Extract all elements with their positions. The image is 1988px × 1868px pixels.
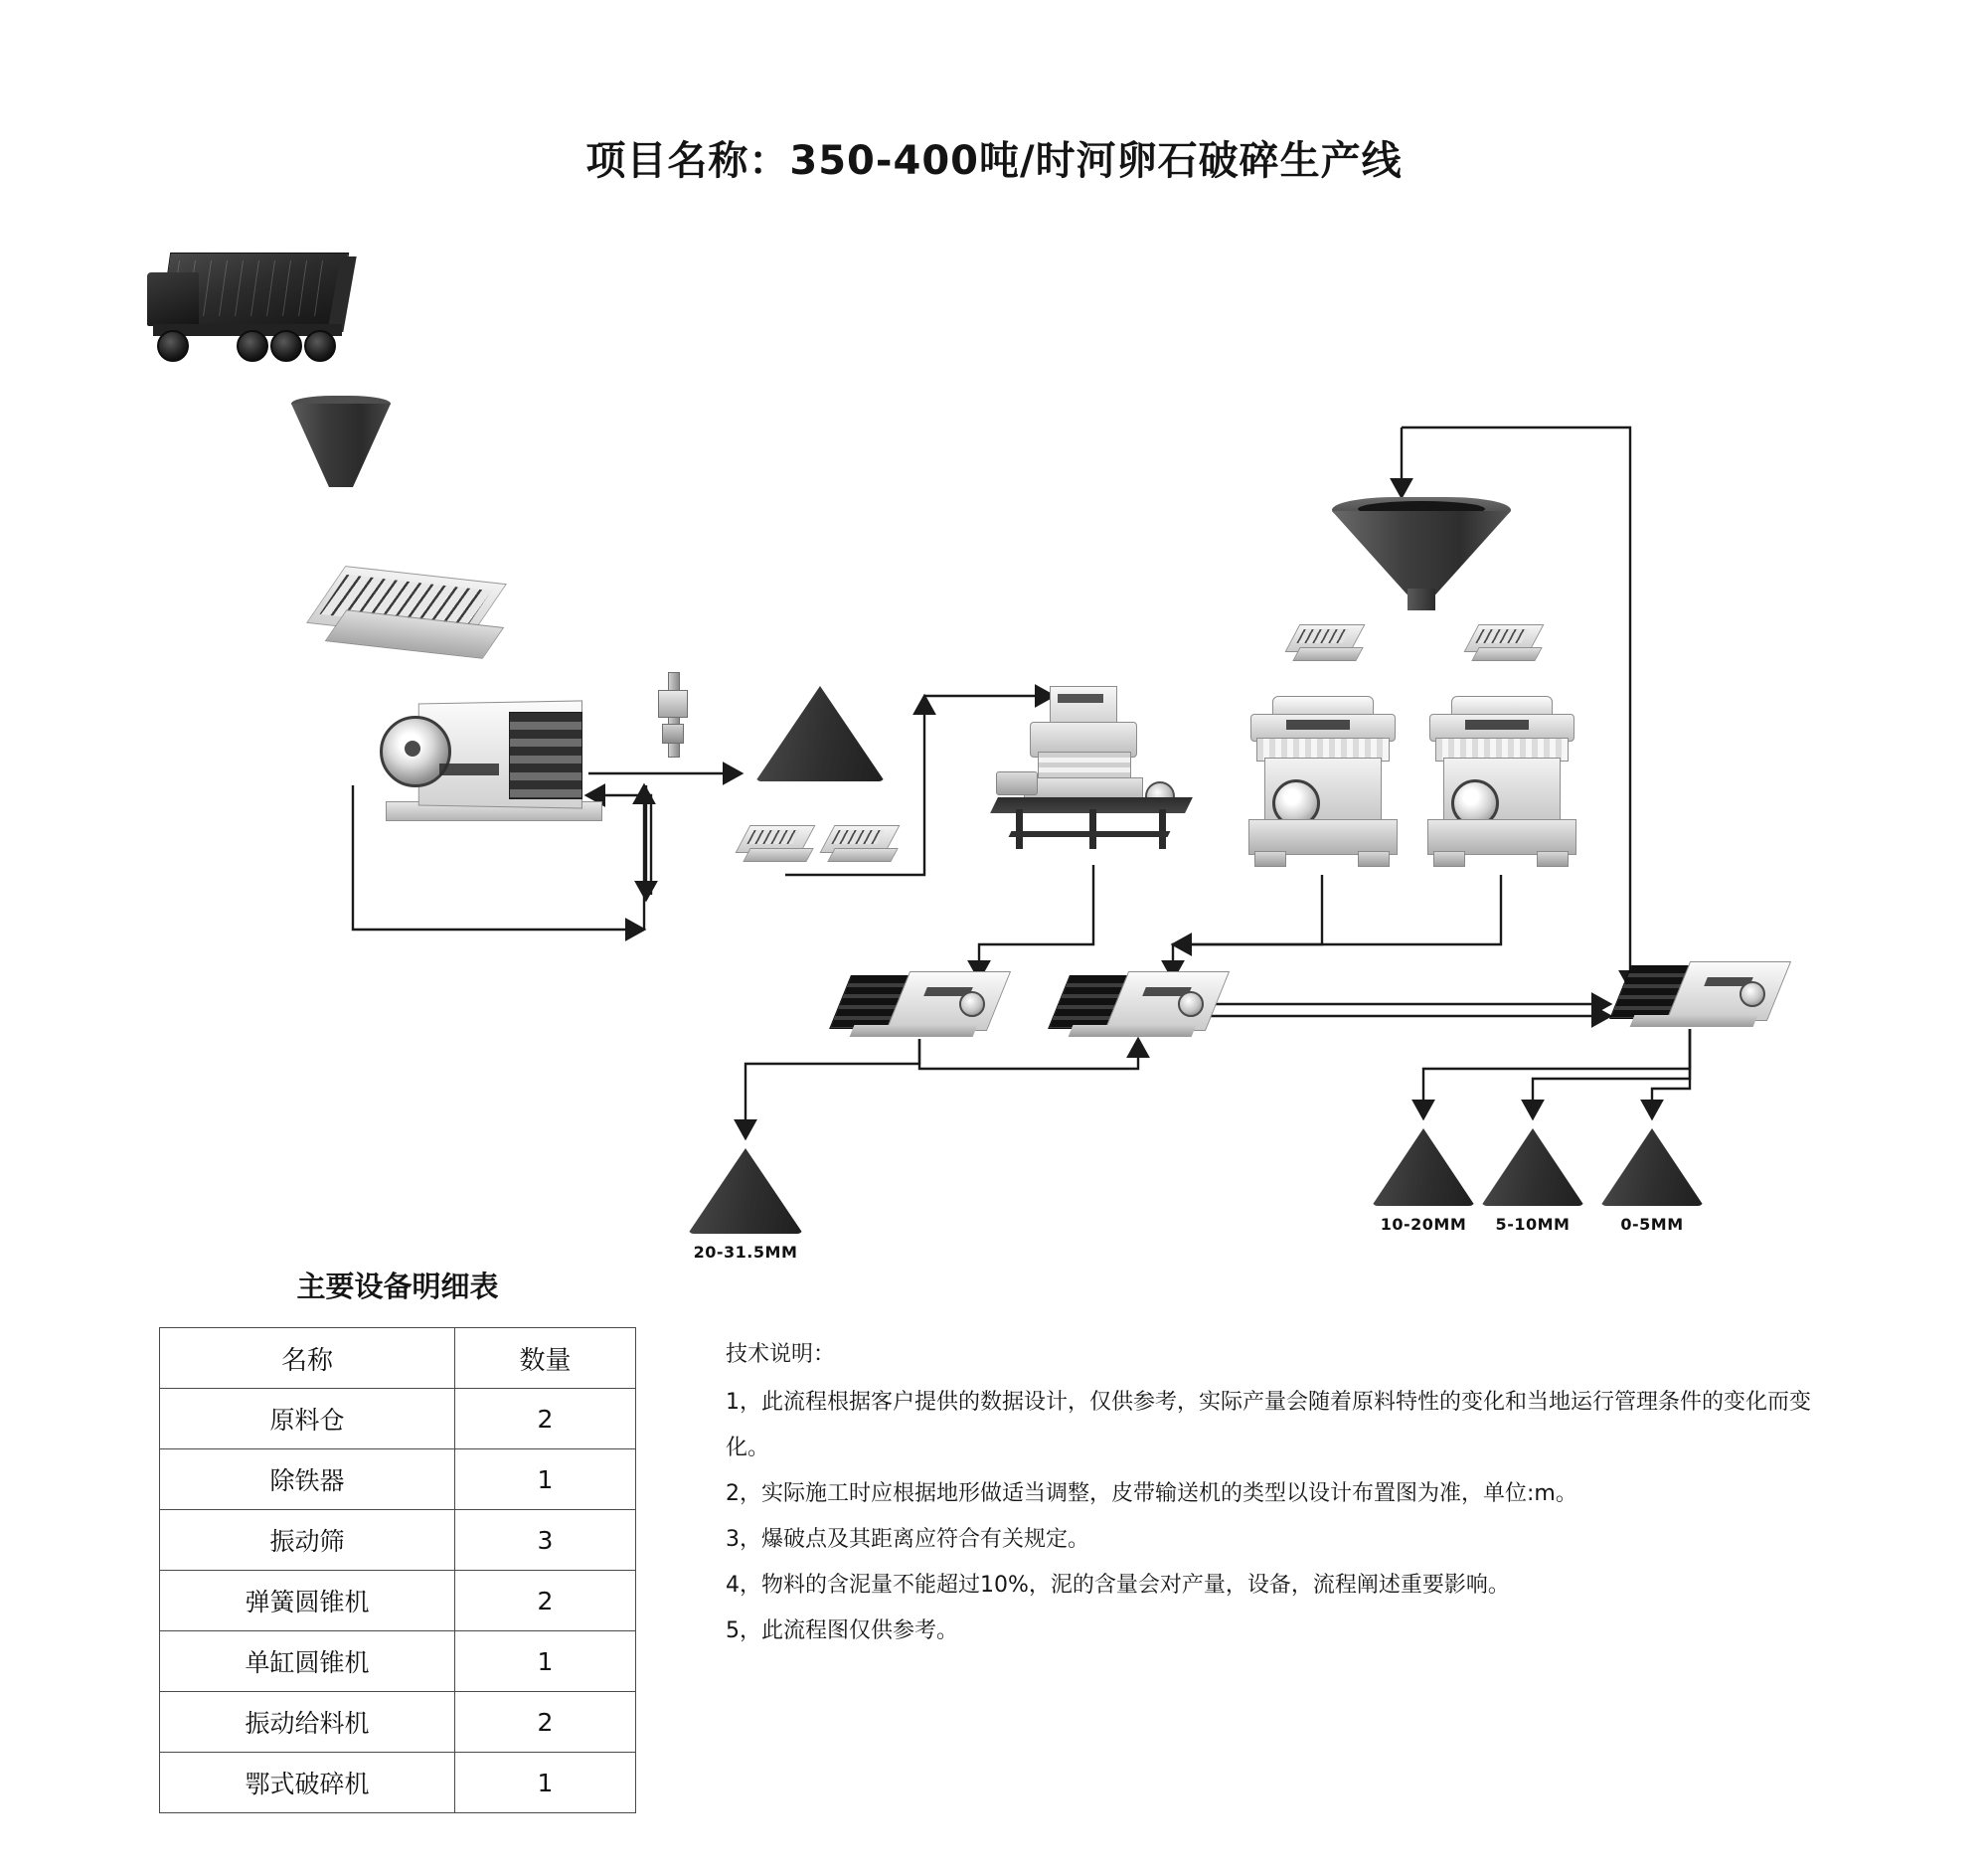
table-row (160, 1753, 636, 1813)
spring-cone-crusher-2 (1421, 696, 1580, 875)
stockpile-unlabeled (755, 686, 885, 781)
stockpile-label: 5-10MM (1495, 1215, 1571, 1234)
stockpile-shape (755, 686, 885, 781)
jaw-brand-plate (439, 764, 499, 775)
feeder-slots (1475, 629, 1528, 643)
vibrating-feeder-small (1471, 614, 1545, 666)
cell-equipment-qty: 2 (454, 1389, 635, 1449)
stockpile-20-31-5 (688, 1148, 803, 1262)
column-header-qty: 数量 (454, 1328, 635, 1389)
note-item: 3，爆破点及其距离应符合有关规定。 (726, 1527, 1089, 1552)
screen-supports (1630, 1015, 1758, 1027)
vibrating-feeder-small (827, 815, 901, 867)
magnetic-separator (656, 672, 690, 756)
table-row (160, 1631, 636, 1692)
note-item: 2，实际施工时应根据地形做适当调整，皮带输送机的类型以设计布置图为准，单位:m。 (726, 1481, 1577, 1506)
vibrating-feeder (320, 557, 509, 666)
hopper-cone (291, 404, 391, 487)
platform-leg (1089, 809, 1096, 849)
table-header-row (160, 1328, 636, 1389)
cell-equipment-qty: 1 (454, 1753, 635, 1813)
platform-leg (1016, 809, 1023, 849)
table-row (160, 1571, 636, 1631)
stockpile-label: 0-5MM (1620, 1215, 1684, 1234)
feeder-support (743, 848, 813, 862)
column-header-name: 名称 (160, 1328, 455, 1389)
stockpile-shape (1481, 1128, 1584, 1206)
note-item: 4，物料的含泥量不能超过10%，泥的含量会对产量，设备，流程阐述重要影响。 (726, 1573, 1510, 1598)
stockpile-label: 20-31.5MM (693, 1243, 798, 1262)
surge-hopper (1332, 497, 1511, 616)
screen-pulley (1740, 981, 1765, 1007)
feeder-slots (1296, 629, 1349, 643)
page-title: 项目名称：350-400吨/时河卵石破碎生产线 (585, 138, 1403, 184)
vibrating-screen-1 (840, 969, 999, 1047)
cone-base (1427, 819, 1576, 855)
jaw-crushing-chamber (509, 712, 582, 799)
screen-pulley (959, 991, 985, 1017)
cell-equipment-name: 弹簧圆锥机 (160, 1571, 455, 1631)
technical-notes (726, 1332, 1849, 1654)
note-item: 5，此流程图仅供参考。 (726, 1618, 958, 1643)
hopper-funnel (291, 396, 391, 495)
notes-heading: 技术说明： (726, 1342, 836, 1367)
platform-leg (1159, 809, 1166, 849)
cone-foot (1433, 851, 1465, 867)
truck-wheel (304, 330, 336, 362)
single-cylinder-cone-crusher (994, 686, 1193, 855)
vibrating-screen-2 (1059, 969, 1218, 1047)
cell-equipment-name: 振动筛 (160, 1510, 455, 1571)
equipment-table (159, 1327, 636, 1813)
cell-equipment-qty: 2 (454, 1692, 635, 1753)
vibrating-screen-3 (1620, 959, 1779, 1037)
cell-equipment-name: 振动给料机 (160, 1692, 455, 1753)
cell-equipment-name: 原料仓 (160, 1389, 455, 1449)
cell-equipment-name: 鄂式破碎机 (160, 1753, 455, 1813)
cell-equipment-name: 除铁器 (160, 1449, 455, 1510)
table-row (160, 1389, 636, 1449)
cell-equipment-qty: 2 (454, 1571, 635, 1631)
note-item: 1，此流程根据客户提供的数据设计，仅供参考，实际产量会随着原料特性的变化和当地运行管理条件的变化而变化。 (726, 1390, 1812, 1460)
jaw-crusher (380, 686, 608, 845)
truck-cab (147, 272, 199, 326)
screen-pulley (1178, 991, 1204, 1017)
cone-foot (1254, 851, 1286, 867)
cone-brand-plate (1058, 694, 1103, 703)
stockpile-0-5 (1600, 1128, 1704, 1234)
cell-equipment-qty: 1 (454, 1631, 635, 1692)
separator-magnet (658, 690, 688, 718)
cone-motor (996, 771, 1038, 795)
hopper-cone (1332, 511, 1511, 594)
feeder-support (1471, 647, 1542, 661)
cone-brand-plate (1465, 720, 1529, 730)
stockpile-label: 10-20MM (1380, 1215, 1467, 1234)
truck-wheel (270, 330, 302, 362)
stockpile-10-20 (1372, 1128, 1475, 1234)
feeder-slots (831, 830, 884, 844)
cell-equipment-name: 单缸圆锥机 (160, 1631, 455, 1692)
screen-supports (1069, 1025, 1197, 1037)
vibrating-feeder-small (1292, 614, 1366, 666)
cone-foot (1358, 851, 1390, 867)
hopper-discharge-spout (1408, 589, 1435, 610)
stockpile-5-10 (1481, 1128, 1584, 1234)
cone-foot (1537, 851, 1569, 867)
stockpile-shape (688, 1148, 803, 1234)
table-row (160, 1510, 636, 1571)
cone-base (1248, 819, 1398, 855)
stockpile-shape (1600, 1128, 1704, 1206)
jaw-flywheel-hub (405, 741, 420, 757)
cone-brand-plate (1286, 720, 1350, 730)
truck-wheel (237, 330, 268, 362)
table-row (160, 1692, 636, 1753)
feeder-support (827, 848, 898, 862)
equipment-table-title: 主要设备明细表 (296, 1270, 499, 1303)
platform-brace (1009, 831, 1171, 837)
stockpile-shape (1372, 1128, 1475, 1206)
feeder-support (1292, 647, 1363, 661)
cell-equipment-qty: 3 (454, 1510, 635, 1571)
table-row (160, 1449, 636, 1510)
separator-drive (662, 724, 684, 744)
dump-truck (147, 247, 356, 376)
raw-material-hopper (291, 396, 391, 495)
truck-wheel (157, 330, 189, 362)
screen-supports (850, 1025, 978, 1037)
feeder-slots (746, 830, 799, 844)
vibrating-feeder-small (743, 815, 816, 867)
cell-equipment-qty: 1 (454, 1449, 635, 1510)
spring-cone-crusher-1 (1242, 696, 1402, 875)
